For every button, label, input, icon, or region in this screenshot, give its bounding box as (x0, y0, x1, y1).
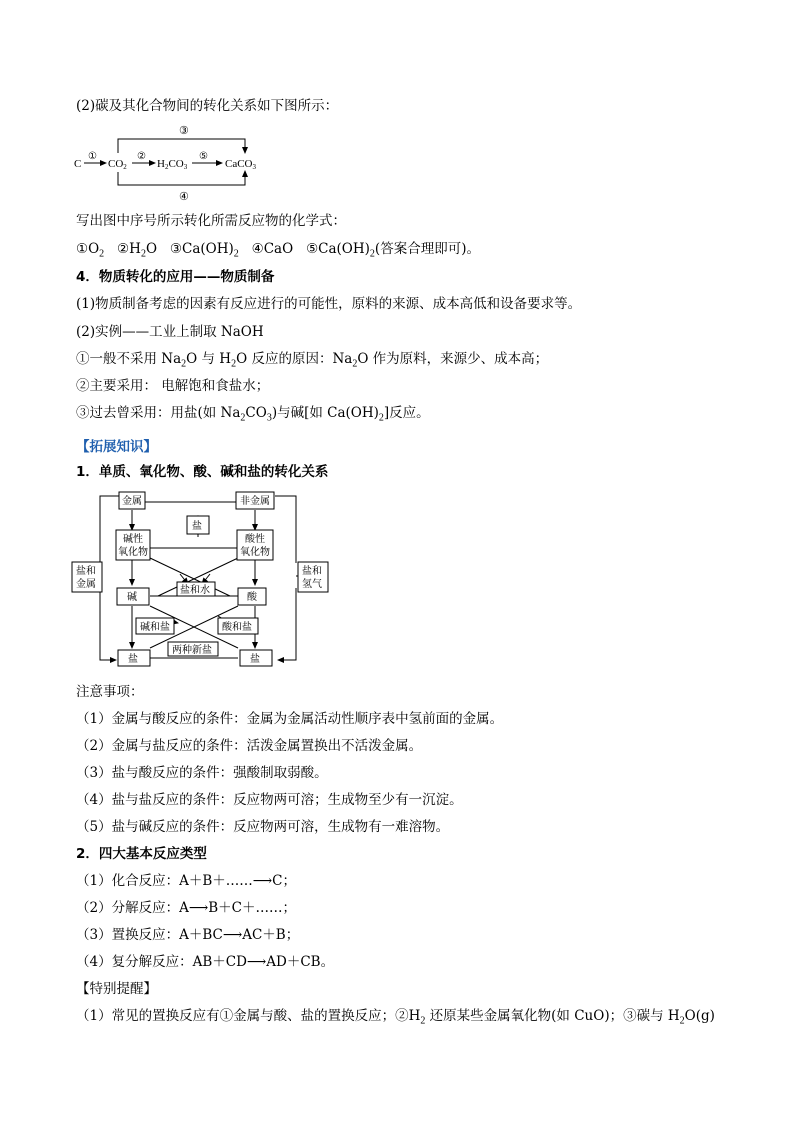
diagram-number-2: ② (137, 151, 146, 162)
node-salt-metal-1: 盐和 (76, 566, 96, 577)
diagram-number-1: ① (88, 151, 97, 162)
node-acid-salt: 酸和盐 (222, 622, 252, 633)
node-base: 碱 (127, 592, 137, 603)
section-4-item-1: ①一般不采用 $Na_2O$ 与 $H_2O$ 反应的原因：$Na_2O$ 作为原料，来源少、成本高； (76, 351, 549, 370)
note-item: （5）盐与碱反应的条件：反应物两可溶，生成物有一难溶物。 (76, 819, 450, 835)
section-4-item-2: ②主要采用： 电解饱和食盐水； (76, 378, 270, 394)
species-CO2: CO2 (108, 158, 127, 171)
node-basic-oxide-1: 碱性 (123, 534, 143, 545)
section-4-para-2: (2)实例——工业上制取 NaOH (76, 324, 264, 340)
note-item: （3）盐与酸反应的条件：强酸制取弱酸。 (76, 765, 328, 781)
arrow-4 (118, 171, 245, 185)
section-4-item-3: ③过去曾采用：用盐(如 $Na_2CO_3$)与碱[如 $Ca(OH)_2$]反应。 (76, 405, 430, 424)
species-H2CO3: H2CO3 (157, 158, 188, 171)
node-salt-bottom-right: 盐 (250, 654, 260, 665)
species-CaCO3: CaCO3 (225, 158, 256, 171)
answer-2: $②H_2O$ (117, 241, 158, 260)
node-salt-metal-2: 金属 (76, 579, 96, 590)
node-salt-top: 盐 (192, 521, 202, 532)
extension-header: 【拓展知识】 (76, 439, 157, 455)
answer-1: $①O_2$ (76, 241, 105, 260)
reaction-item: （2）分解反应：A⟶B＋C＋……； (76, 900, 296, 916)
reaction-item: （3）置换反应：A＋BC⟶AC＋B； (76, 927, 300, 943)
node-basic-oxide-2: 氧化物 (118, 547, 148, 558)
relation-diagram (70, 488, 340, 668)
node-salt-water: 盐和水 (180, 585, 210, 596)
extension-1-title: 1．单质、氧化物、酸、碱和盐的转化关系 (76, 464, 329, 480)
species-C: C (74, 158, 82, 170)
node-nonmetal: 非金属 (240, 496, 270, 507)
diagram-number-5: ⑤ (199, 151, 208, 162)
answer-3: $③Ca(OH)_2$ (169, 241, 239, 260)
reaction-item: （4）复分解反应：AB＋CD⟶AD＋CB。 (76, 954, 335, 970)
extension-2-title: 2．四大基本反应类型 (76, 846, 207, 862)
answers-line (76, 240, 480, 264)
reaction-item: （1）化合反应：A＋B＋……⟶C； (76, 873, 296, 889)
carbon-conversion-diagram (70, 122, 290, 204)
note-item: （4）盐与盐反应的条件：反应物两可溶；生成物至少有一沉淀。 (76, 792, 463, 808)
notes-title: 注意事项： (76, 684, 144, 700)
note-item: （2）金属与盐反应的条件：活泼金属置换出不活泼金属。 (76, 738, 423, 754)
node-salt-h2-2: 氢气 (302, 579, 322, 590)
special-item-1: （1）常见的置换反应有①金属与酸、盐的置换反应；$②H_2$ 还原某些金属氧化物(如 CuO)；③碳与 $H_2O(g)$ (76, 1008, 715, 1027)
node-two-salts: 两种新盐 (172, 645, 212, 656)
node-acidic-oxide-2: 氧化物 (240, 547, 270, 558)
note-item: （1）金属与酸反应的条件：金属为金属活动性顺序表中氢前面的金属。 (76, 711, 504, 727)
diagram-number-4: ④ (179, 191, 189, 203)
diagram-number-3: ③ (179, 125, 189, 137)
node-acidic-oxide-1: 酸性 (245, 534, 265, 545)
write-prompt: 写出图中序号所示转化所需反应物的化学式： (76, 213, 346, 229)
node-metal: 金属 (122, 496, 142, 507)
special-title: 【特别提醒】 (76, 981, 157, 997)
section-4-title: 4．物质转化的应用——物质制备 (76, 269, 275, 285)
node-base-salt: 碱和盐 (140, 622, 170, 633)
section-4-para-1: (1)物质制备考虑的因素有反应进行的可能性，原料的来源、成本高低和设备要求等。 (76, 296, 582, 312)
node-acid: 酸 (247, 592, 257, 603)
carbon-intro: (2)碳及其化合物间的转化关系如下图所示： (76, 98, 339, 114)
node-salt-h2-1: 盐和 (302, 566, 322, 577)
node-salt-bottom-left: 盐 (128, 654, 138, 665)
answer-4: ④CaO (251, 241, 294, 257)
answer-5: $⑤Ca(OH)_2$(答案合理即可)。 (306, 241, 480, 260)
